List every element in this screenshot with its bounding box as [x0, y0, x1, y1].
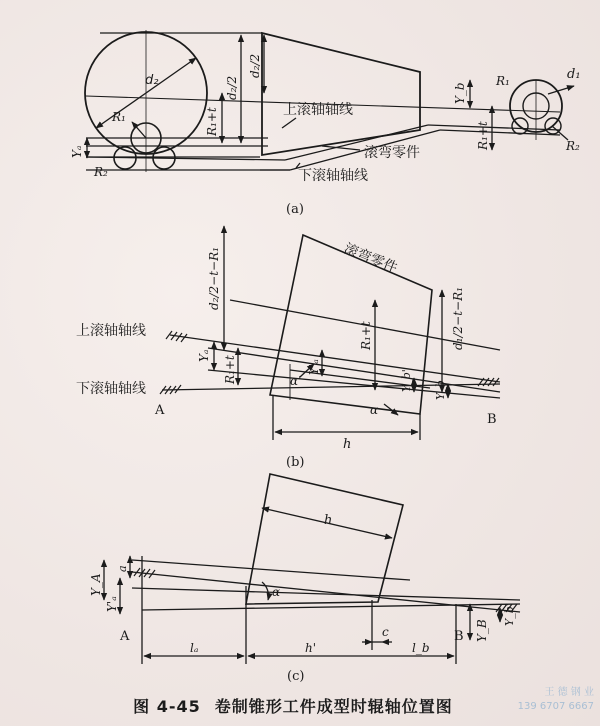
label-yb-prime-c: Y_b'	[503, 603, 516, 626]
label-lower-axis-b: 下滚轴轴线	[76, 381, 146, 397]
figure-c	[89, 474, 520, 684]
label-r1-left: R₁	[112, 110, 126, 124]
label-ya-b: Yₐ	[197, 349, 211, 362]
figure-b-label: (b)	[286, 455, 305, 470]
label-yb-prime-b: Y_b'	[400, 369, 413, 392]
label-ya: Yₐ	[70, 145, 84, 158]
caption-number: 图 4-45	[133, 697, 201, 716]
label-b-b: B	[487, 412, 497, 427]
cone-workpiece	[262, 33, 420, 155]
label-part-b: 滚弯零件	[341, 240, 400, 277]
label-yb-b: Y_b	[434, 380, 447, 400]
label-d1: d₁	[567, 67, 581, 82]
label-dim-top-left: d₂/2−t−R₁	[207, 247, 221, 310]
figure-a	[70, 30, 581, 217]
label-a-b: A	[155, 403, 165, 418]
label-yb: Y_b	[453, 82, 467, 104]
label-a-small-c: a	[116, 565, 129, 572]
label-a-c: A	[120, 629, 130, 644]
label-r1t-left-b: R₁+t	[223, 355, 237, 384]
label-r1-right: R₁	[496, 74, 510, 88]
watermark-line1: 王 德 钢 业	[544, 687, 594, 698]
label-alpha-b: α	[370, 403, 379, 417]
label-ya-prime-b: Y'ₐ	[307, 359, 321, 375]
label-r1t-mid: R₁+t	[359, 321, 373, 350]
figure-c-label: (c)	[287, 669, 305, 684]
label-r2-right: R₂	[566, 139, 580, 153]
label-r1t-left: R₁+t	[205, 107, 219, 136]
figure-b	[76, 226, 500, 470]
label-b-c: B	[454, 629, 464, 644]
figure-a-label: (a)	[286, 202, 304, 217]
label-r1t-right: R₁+t	[476, 121, 490, 150]
label-lb: l_b	[412, 641, 430, 655]
rotated-workpiece-c	[246, 474, 403, 604]
label-yb-c: Y_B	[475, 619, 489, 642]
watermark-line2: 139 6707 6667	[517, 701, 594, 712]
label-upper-axis-b: 上滚轴轴线	[76, 323, 146, 339]
label-d2: d₂	[145, 73, 159, 88]
label-d2-half-2: d₂/2	[248, 53, 262, 78]
label-ya-c: Y_A	[89, 573, 103, 596]
label-d2-half-1: d₂/2	[225, 75, 239, 100]
watermark	[484, 686, 594, 714]
label-alpha-prime: α'	[290, 374, 302, 388]
label-h-prime: h'	[305, 641, 317, 655]
label-la: lₐ	[190, 641, 199, 655]
label-ya-prime-c: Y'ₐ	[105, 596, 119, 612]
label-r2-left: R₂	[94, 165, 108, 179]
label-c: c	[382, 625, 389, 639]
label-dim-right: d₁/2−t−R₁	[451, 287, 465, 350]
label-h-c: h	[324, 513, 333, 528]
caption-title: 卷制锥形工件成型时辊轴位置图	[214, 697, 453, 716]
label-lower-axis: 下滚轴轴线	[298, 168, 368, 184]
label-upper-axis: 上滚轴轴线	[283, 102, 353, 118]
label-part: 滚弯零件	[364, 145, 420, 161]
label-h-b: h	[343, 437, 352, 452]
label-alpha-c: α	[272, 585, 281, 599]
